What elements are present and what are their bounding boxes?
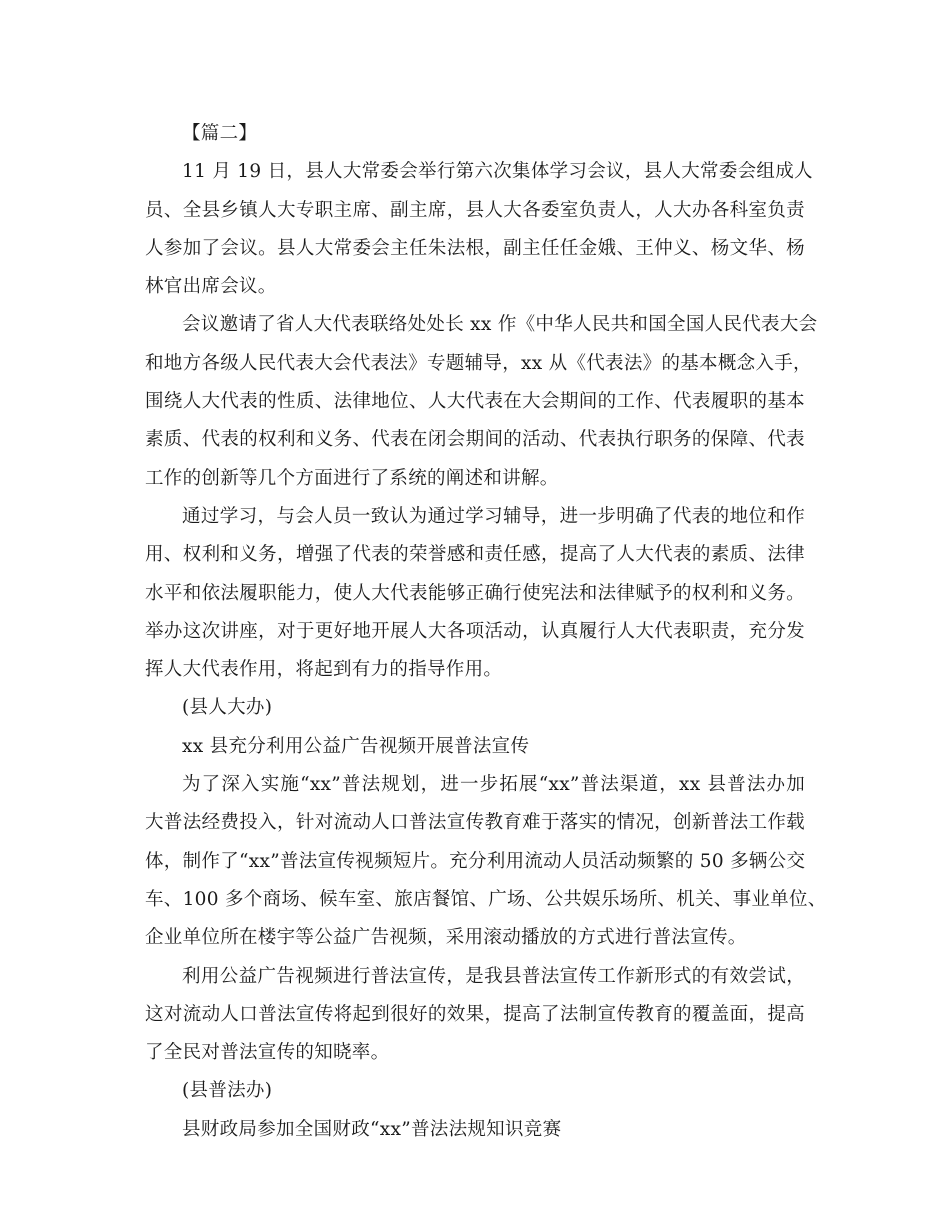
paragraph-line: 会议邀请了省人大代表联络处处长 xx 作《中华人民共和国全国人民代表大会 xyxy=(182,314,818,336)
section-heading: 【篇二】 xyxy=(182,123,258,144)
paragraph-line: 工作的创新等几个方面进行了系统的阐述和讲解。 xyxy=(145,467,559,489)
paragraph-line: 员、全县乡镇人大专职主席、副主席，县人大各委室负责人，人大办各科室负责 xyxy=(145,199,805,221)
paragraph-line: 这对流动人口普法宣传将起到很好的效果，提高了法制宣传教育的覆盖面，提高 xyxy=(145,1003,805,1025)
paragraph-line: 大普法经费投入，针对流动人口普法宣传教育难于落实的情况，创新普法工作载 xyxy=(145,812,805,834)
paragraph-line: 了全民对普法宣传的知晓率。 xyxy=(145,1042,390,1064)
paragraph-line: 用、权利和义务，增强了代表的荣誉感和责任感，提高了人大代表的素质、法律 xyxy=(145,544,805,566)
source-attribution: (县普法办) xyxy=(182,1080,273,1102)
document-page xyxy=(145,115,827,1149)
paragraph-line: 人参加了会议。县人大常委会主任朱法根，副主任任金娥、王仲义、杨文华、杨 xyxy=(145,237,805,259)
paragraph-line: 企业单位所在楼宇等公益广告视频，采用滚动播放的方式进行普法宣传。 xyxy=(145,927,747,949)
paragraph-line: 和地方各级人民代表大会代表法》专题辅导，xx 从《代表法》的基本概念入手， xyxy=(145,352,812,374)
paragraph-line: 围绕人大代表的性质、法律地位、人大代表在大会期间的工作、代表履职的基本 xyxy=(145,391,805,413)
paragraph-line: 林官出席会议。 xyxy=(145,276,277,298)
paragraph-line: 挥人大代表作用，将起到有力的指导作用。 xyxy=(145,659,503,681)
article-title: 县财政局参加全国财政“xx”普法法规知识竞赛 xyxy=(182,1118,562,1140)
paragraph-line: 为了深入实施“xx”普法规划，进一步拓展“xx”普法渠道，xx 县普法办加 xyxy=(182,774,805,796)
paragraph-line: 水平和依法履职能力，使人大代表能够正确行使宪法和法律赋予的权利和义务。 xyxy=(145,582,805,604)
paragraph-line: 素质、代表的权利和义务、代表在闭会期间的活动、代表执行职务的保障、代表 xyxy=(145,429,805,451)
paragraph-line: 通过学习，与会人员一致认为通过学习辅导，进一步明确了代表的地位和作 xyxy=(182,505,805,527)
paragraph-line: 利用公益广告视频进行普法宣传，是我县普法宣传工作新形式的有效尝试， xyxy=(182,965,805,987)
source-attribution: (县人大办) xyxy=(182,697,273,719)
paragraph-line: 体，制作了“xx”普法宣传视频短片。充分利用流动人员活动频繁的 50 多辆公交 xyxy=(145,850,806,872)
paragraph-line: 举办这次讲座，对于更好地开展人大各项活动，认真履行人大代表职责，充分发 xyxy=(145,620,805,642)
paragraph-line: 车、100 多个商场、候车室、旅店餐馆、广场、公共娱乐场所、机关、事业单位、 xyxy=(145,888,827,910)
paragraph-line: 11 月 19 日，县人大常委会举行第六次集体学习会议，县人大常委会组成人 xyxy=(182,161,813,183)
article-title: xx 县充分利用公益广告视频开展普法宣传 xyxy=(182,735,530,757)
